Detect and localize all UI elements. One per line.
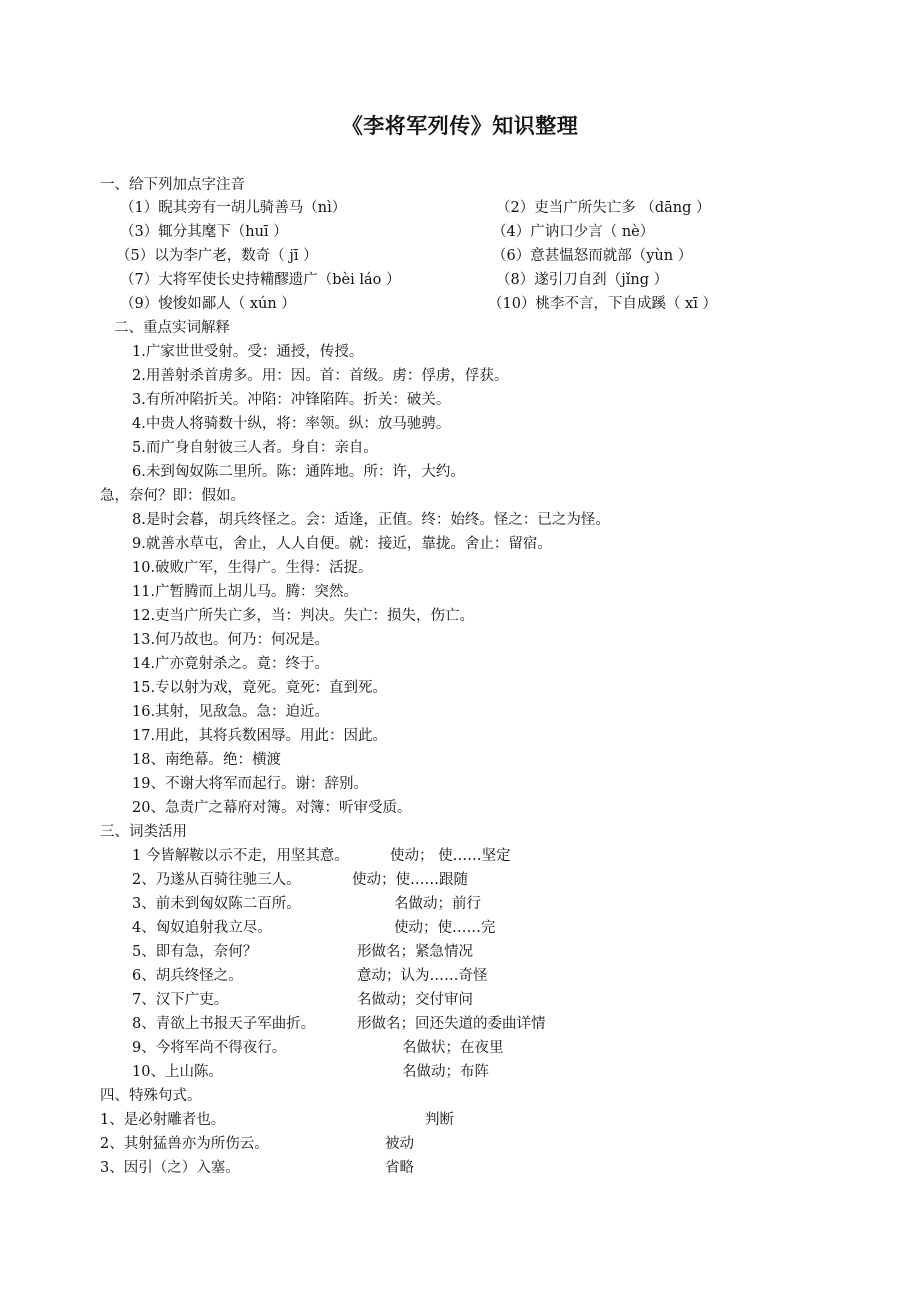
word-class-usage: 使动；使……跟随: [352, 872, 468, 888]
word-class-sentence: 5、即有急，奈何？: [132, 944, 258, 960]
vocab-item: 急，奈何？即：假如。: [100, 488, 245, 504]
vocab-item: 4.中贵人将骑数十纵，将：率领。纵：放马驰骋。: [132, 416, 451, 432]
word-class-sentence: 2、乃遂从百骑往驰三人。: [132, 872, 301, 888]
vocab-item: 1.广家世世受射。受：通授，传授。: [132, 344, 364, 360]
vocab-item: 18、南绝幕。绝：横渡: [132, 752, 281, 768]
vocab-item: 6.未到匈奴陈二里所。陈：通阵地。所：许，大约。: [132, 464, 465, 480]
word-class-usage: 意动；认为……奇怪: [357, 968, 488, 984]
word-class-usage: 使动；使……完: [394, 920, 496, 936]
special-sentence-type: 被动: [385, 1136, 414, 1152]
word-class-sentence: 4、匈奴追射我立尽。: [132, 920, 272, 936]
section-heading-special-sentences: 四、特殊句式。: [100, 1088, 202, 1104]
pinyin-item: （10）桃李不言，下自成蹊（ xī ）: [488, 296, 717, 312]
special-sentence-type: 省略: [385, 1160, 414, 1176]
vocab-item: 9.就善水草屯，舍止，人人自便。就：接近，靠拢。舍止：留宿。: [132, 536, 552, 552]
word-class-sentence: 6、胡兵终怪之。: [132, 968, 243, 984]
vocab-item: 19、不谢大将军而起行。谢：辞别。: [132, 776, 368, 792]
vocab-item: 16.其射，见敌急。急：迫近。: [132, 704, 330, 720]
vocab-item: 17.用此，其将兵数困辱。用此：因此。: [132, 728, 388, 744]
word-class-sentence: 8、青欲上书报天子军曲折。: [132, 1016, 316, 1032]
page-title: 《李将军列传》知识整理: [341, 114, 579, 138]
word-class-usage: 名做动；交付审问: [357, 992, 473, 1008]
pinyin-item: （4）广讷口少言（ nè）: [492, 224, 655, 240]
vocab-item: 5.而广身自射彼三人者。身自：亲自。: [132, 440, 378, 456]
pinyin-item: （2）吏当广所失亡多 （dāng ）: [496, 200, 711, 216]
word-class-sentence: 9、今将军尚不得夜行。: [132, 1040, 287, 1056]
special-sentence: 2、其射猛兽亦为所伤云。: [100, 1136, 269, 1152]
vocab-item: 14.广亦竟射杀之。竟：终于。: [132, 656, 330, 672]
special-sentence-type: 判断: [425, 1112, 454, 1128]
vocab-item: 8.是时会暮，胡兵终怪之。会：适逢，正值。终：始终。怪之：已之为怪。: [132, 512, 610, 528]
word-class-usage: 名做动；布阵: [402, 1064, 489, 1080]
pinyin-item: （6）意甚愠怒而就部（yùn ）: [492, 248, 693, 264]
pinyin-item: （5）以为李广老，数奇（ jī ）: [116, 248, 318, 264]
vocab-item: 13.何乃故也。何乃：何况是。: [132, 632, 330, 648]
pinyin-item: （8）遂引刀自刭（jǐng ）: [496, 272, 669, 288]
vocab-item: 10.破败广军，生得广。生得：活捉。: [132, 560, 373, 576]
pinyin-item: （3）辄分其麾下（huī ）: [120, 224, 288, 240]
word-class-sentence: 3、前未到匈奴陈二百所。: [132, 896, 301, 912]
vocab-item: 11.广暂腾而上胡儿马。腾：突然。: [132, 584, 359, 600]
pinyin-item: （9）悛悛如鄙人（ xún ）: [120, 296, 296, 312]
pinyin-item: （1）睨其旁有一胡儿骑善马（nì）: [120, 200, 347, 216]
word-class-usage: 形做名；紧急情况: [357, 944, 473, 960]
word-class-usage: 形做名；回还失道的委曲详情: [357, 1016, 546, 1032]
section-heading-word-class: 三、词类活用: [100, 824, 187, 840]
word-class-usage: 名做动；前行: [394, 896, 481, 912]
special-sentence: 3、因引（之）入塞。: [100, 1160, 240, 1176]
word-class-usage: 名做状；在夜里: [402, 1040, 504, 1056]
section-heading-vocabulary: 二、重点实词解释: [114, 320, 230, 336]
section-heading-pinyin: 一、给下列加点字注音: [100, 177, 245, 193]
word-class-sentence: 7、汉下广吏。: [132, 992, 229, 1008]
vocab-item: 20、急责广之幕府对簿。对簿：听审受质。: [132, 800, 412, 816]
word-class-sentence: 10、上山陈。: [132, 1064, 223, 1080]
word-class-sentence: 1 今皆解鞍以示不走，用坚其意。: [132, 848, 349, 864]
special-sentence: 1、是必射雕者也。: [100, 1112, 226, 1128]
word-class-usage: 使动； 使……坚定: [390, 848, 511, 864]
vocab-item: 15.专以射为戏，竟死。竟死：直到死。: [132, 680, 388, 696]
pinyin-item: （7）大将军使长史持糒醪遗广（bèi láo ）: [120, 272, 401, 288]
vocab-item: 12.吏当广所失亡多，当：判决。失亡：损失，伤亡。: [132, 608, 475, 624]
vocab-item: 3.有所冲陷折关。冲陷：冲锋陷阵。折关：破关。: [132, 392, 451, 408]
vocab-item: 2.用善射杀首虏多。用：因。首：首级。虏：俘虏，俘获。: [132, 368, 509, 384]
